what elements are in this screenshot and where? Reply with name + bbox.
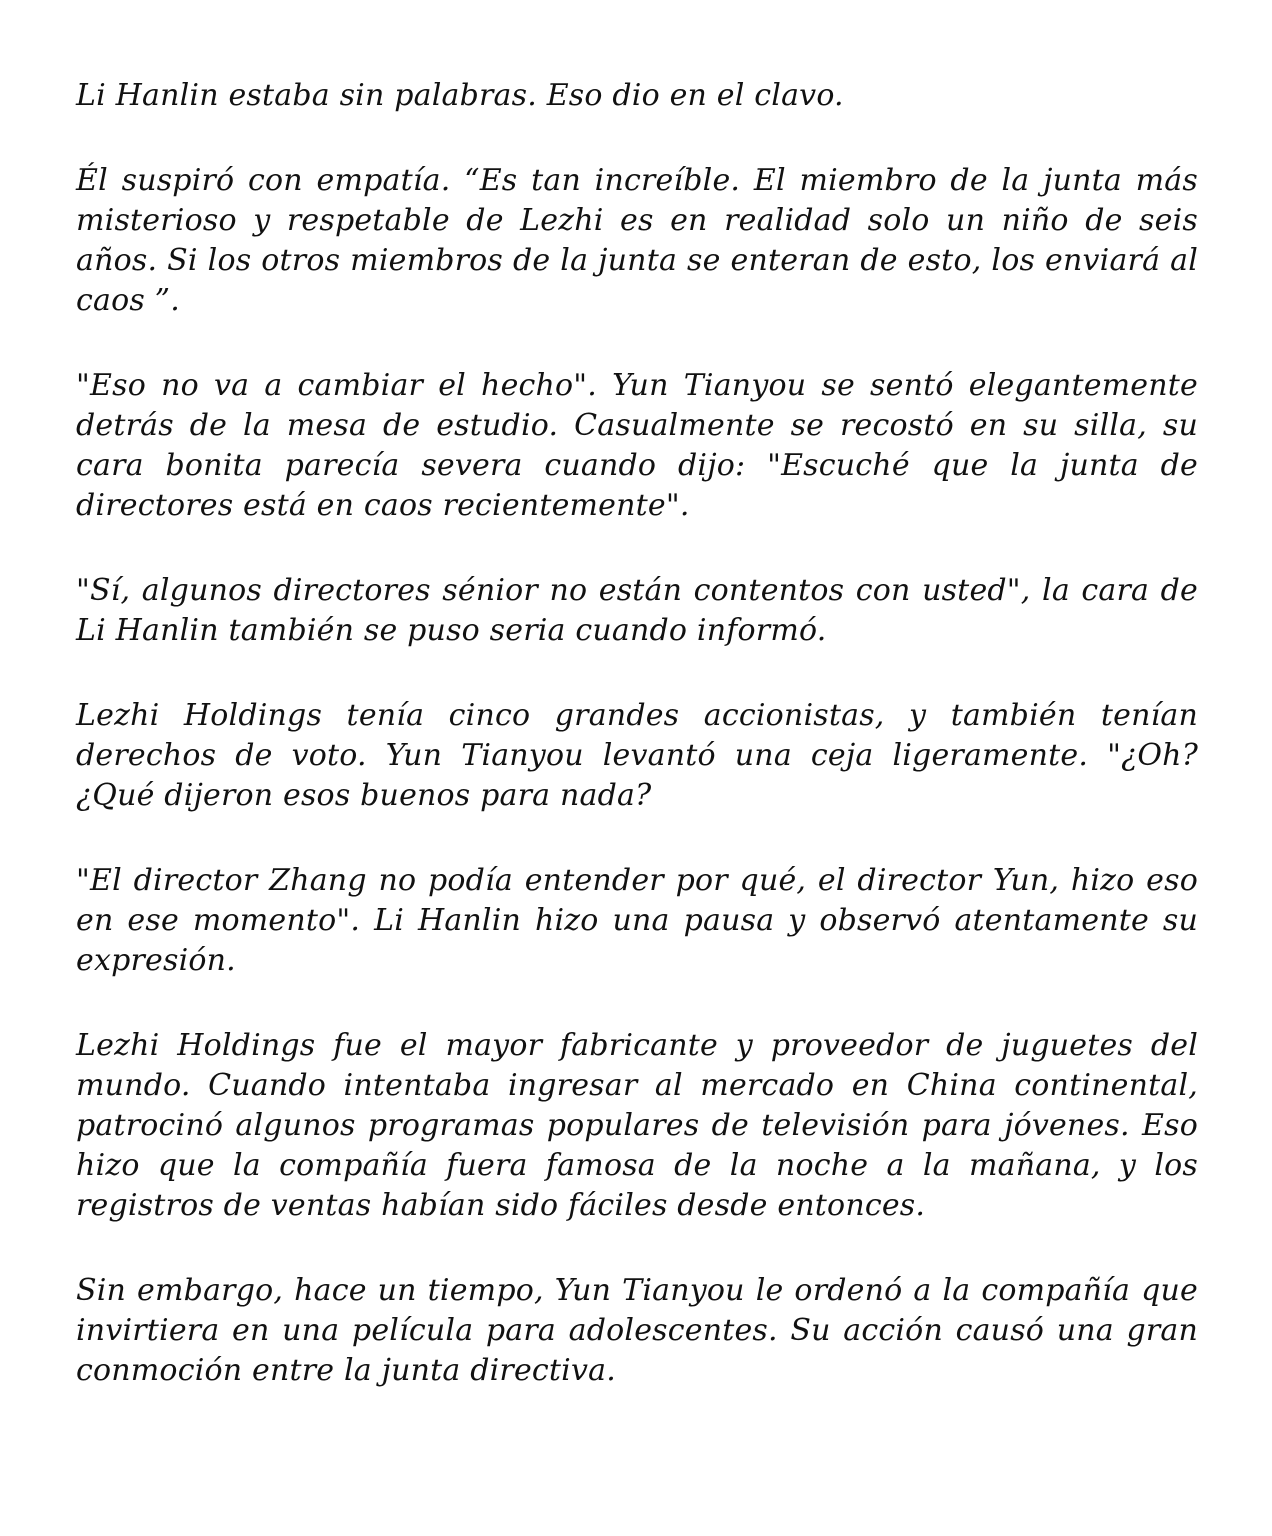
paragraph-4: "Sí, algunos directores sénior no están contentos con usted", la cara de Li Hanlin también se puso seria cuando informó. (76, 573, 1198, 648)
paragraph-3: "Eso no va a cambiar el hecho". Yun Tianyou se sentó elegantemente detrás de la mesa de estudio. Casualmente se recostó en su silla, su cara bonita parecía severa cuando dijo: "Escuché que la junta de directores está en caos recientemente". (76, 368, 1198, 523)
paragraph-1: Li Hanlin estaba sin palabras. Eso dio en el clavo. (76, 78, 844, 113)
paragraph-5: Lezhi Holdings tenía cinco grandes accionistas, y también tenían derechos de voto. Yun Tianyou levantó una ceja ligeramente. "¿Oh? ¿Qué dijeron esos buenos para nada? (76, 698, 1198, 813)
document-page (76, 76, 1198, 1436)
paragraph-7: Lezhi Holdings fue el mayor fabricante y proveedor de juguetes del mundo. Cuando intentaba ingresar al mercado en China continental, patrocinó algunos programas populares de televisión para jóvenes. Eso hizo que la compañía fuera famosa de la noche a la mañana, y los registros de ventas habían sido fáciles desde entonces. (76, 1028, 1198, 1223)
paragraph-2: Él suspiró con empatía. “Es tan increíble. El miembro de la junta más misterioso y respetable de Lezhi es en realidad solo un niño de seis años. Si los otros miembros de la junta se enteran de esto, los enviará al caos ”. (76, 163, 1198, 318)
paragraph-8: Sin embargo, hace un tiempo, Yun Tianyou le ordenó a la compañía que invirtiera en una película para adolescentes. Su acción causó una gran conmoción entre la junta directiva. (76, 1273, 1198, 1388)
paragraph-6: "El director Zhang no podía entender por qué, el director Yun, hizo eso en ese momento". Li Hanlin hizo una pausa y observó atentamente su expresión. (76, 863, 1198, 978)
